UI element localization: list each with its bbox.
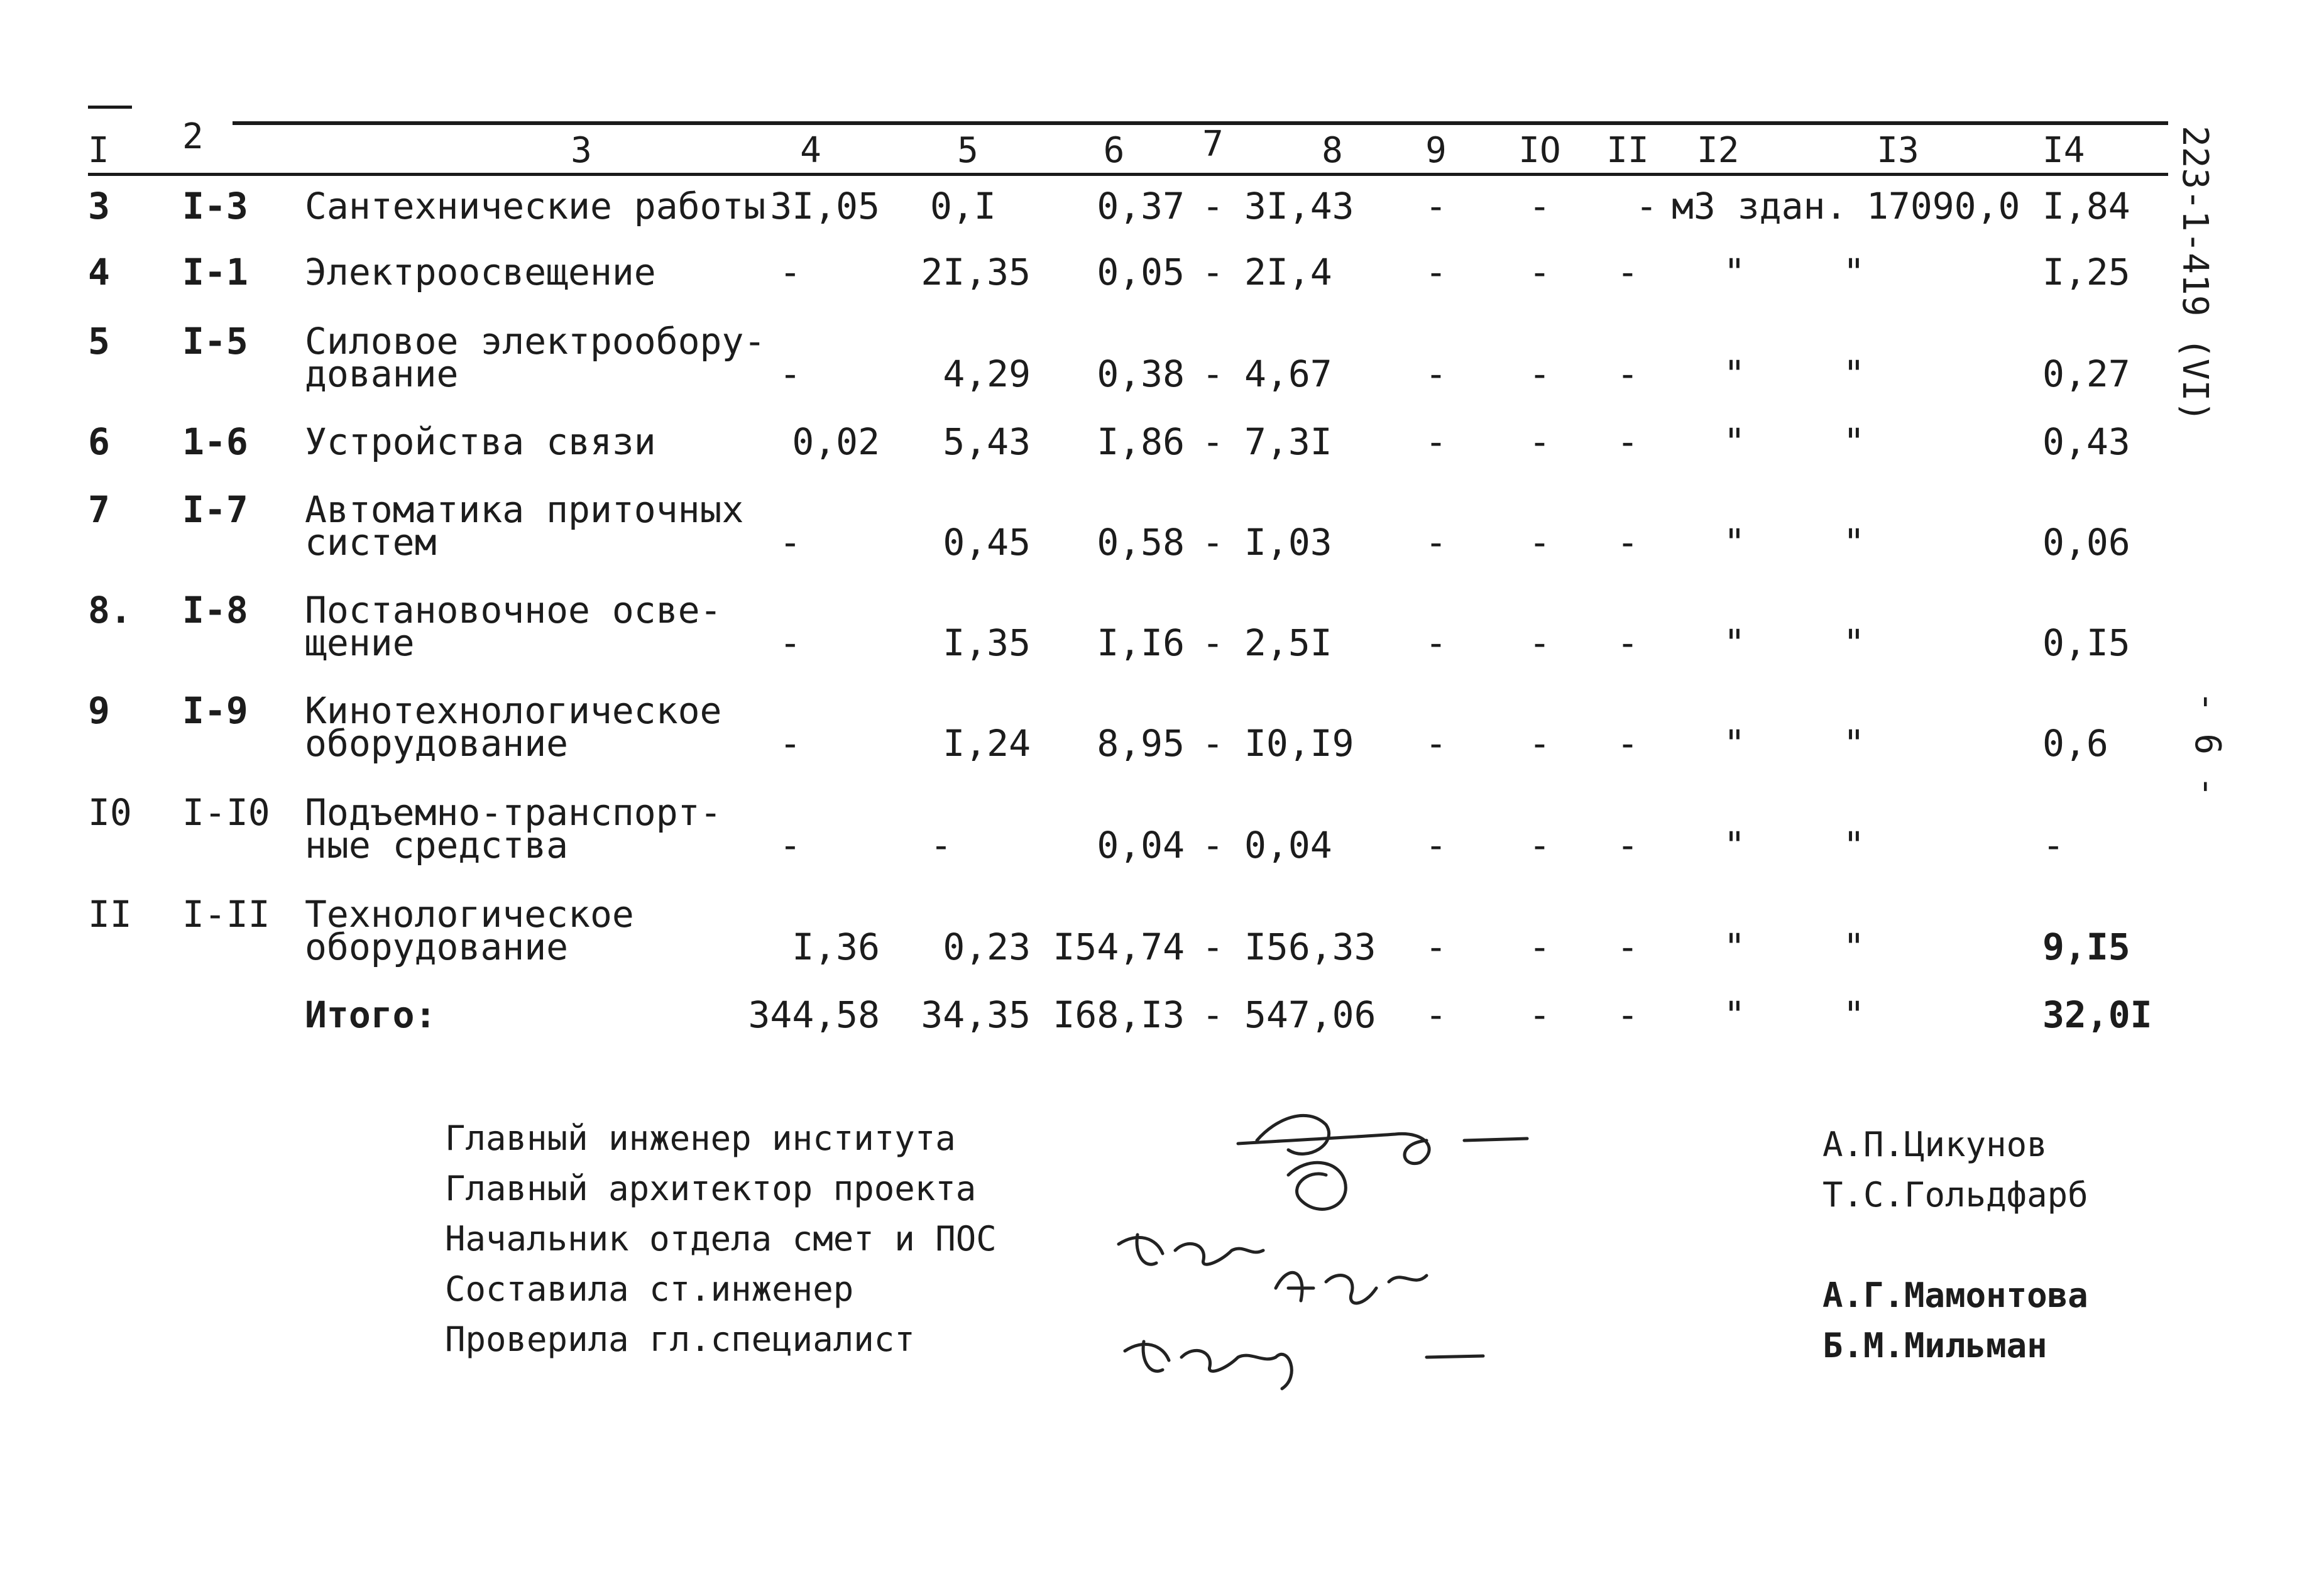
cell-value: - xyxy=(1616,926,1639,968)
cell-value: 0,43 xyxy=(2042,420,2130,463)
cell-value: - xyxy=(1425,722,1447,765)
row-code: I-1 xyxy=(182,251,248,293)
cell-value: - xyxy=(1202,353,1224,395)
signatory-name: А.П.Цикунов xyxy=(1822,1125,2047,1164)
total-label: Итого: xyxy=(305,993,437,1036)
cell-value: - xyxy=(1425,420,1447,463)
cell-value: 2,5I xyxy=(1244,621,1332,664)
cell-value: " xyxy=(1723,521,1746,564)
cell-value: I,24 xyxy=(943,722,1031,765)
row-number: 4 xyxy=(88,251,110,293)
cell-value: 5,43 xyxy=(943,420,1031,463)
cell-value: - xyxy=(1425,251,1447,293)
row-name: Сантехнические работы xyxy=(305,185,766,227)
cell-value: - xyxy=(1528,824,1551,866)
page-number: - 6 - xyxy=(2187,691,2228,797)
signature-role: Главный инженер института xyxy=(445,1118,956,1158)
row-number: 7 xyxy=(88,488,110,531)
cell-value: " xyxy=(1723,251,1746,293)
header-cell: I4 xyxy=(2042,130,2085,171)
signatory-name: А.Г.Мамонтова xyxy=(1822,1276,2088,1315)
cell-value: 0,06 xyxy=(2042,521,2130,564)
top-mark xyxy=(88,106,132,109)
document-code: 223-1-419 (VI) xyxy=(2174,126,2215,423)
cell-value: - xyxy=(1528,926,1551,968)
cell-value: - xyxy=(1425,926,1447,968)
handwritten-signatures xyxy=(1100,1081,1615,1407)
cell-value: - xyxy=(1616,722,1639,765)
row-code: I-8 xyxy=(182,589,248,631)
cell-value: - xyxy=(1202,185,1224,227)
cell-value: - xyxy=(1202,926,1224,968)
signature-role: Проверила гл.специалист xyxy=(445,1320,915,1359)
total-value: I68,I3 xyxy=(1053,993,1185,1036)
cell-value: I,86 xyxy=(1097,420,1185,463)
header-cell: 7 xyxy=(1202,124,1224,165)
row-code: I-7 xyxy=(182,488,248,531)
cell-value: - xyxy=(1425,824,1447,866)
row-name: Устройства связи xyxy=(305,420,656,463)
total-value: " xyxy=(1723,993,1746,1036)
cell-value: " xyxy=(1723,824,1746,866)
signature-role: Начальник отдела смет и ПОС xyxy=(445,1219,997,1259)
total-value: - xyxy=(1425,993,1447,1036)
cell-value: - xyxy=(1425,521,1447,564)
total-value: 547,06 xyxy=(1244,993,1376,1036)
header-cell: 9 xyxy=(1425,130,1447,171)
row-name-cont: ные средства xyxy=(305,824,569,866)
header-cell: 4 xyxy=(800,130,821,171)
cell-value: - xyxy=(1528,185,1551,227)
cell-value: " xyxy=(1723,420,1746,463)
cell-value: " xyxy=(1723,621,1746,664)
total-value: - xyxy=(1616,993,1639,1036)
cell-value: 0,I5 xyxy=(2042,621,2130,664)
header-cell: IO xyxy=(1518,130,1561,171)
total-value: - xyxy=(1528,993,1551,1036)
cell-value: - xyxy=(1616,824,1639,866)
row-name: Автоматика приточных xyxy=(305,488,744,531)
cell-value: - xyxy=(1616,353,1639,395)
cell-value: - xyxy=(1528,521,1551,564)
cell-value: 2I,35 xyxy=(921,251,1031,293)
header-cell: 6 xyxy=(1103,130,1125,171)
cell-value: 2I,4 xyxy=(1244,251,1332,293)
cell-value: - xyxy=(930,824,952,866)
row-name: Электроосвещение xyxy=(305,251,656,293)
estimate-table xyxy=(88,116,2162,1060)
row-number: 3 xyxy=(88,185,110,227)
header-cell: 2 xyxy=(182,116,204,157)
cell-value: - xyxy=(1616,521,1639,564)
row-code: I-3 xyxy=(182,185,248,227)
row-name: Постановочное осве- xyxy=(305,589,722,631)
cell-value: - xyxy=(779,722,801,765)
cell-value: - xyxy=(1202,824,1224,866)
cell-value: - xyxy=(1616,420,1639,463)
cell-value: - xyxy=(1528,722,1551,765)
cell-value: - xyxy=(1528,420,1551,463)
total-value: 34,35 xyxy=(921,993,1031,1036)
cell-value: - xyxy=(1202,521,1224,564)
table-header-row xyxy=(88,116,2162,176)
row-number: 6 xyxy=(88,420,110,463)
header-cell: II xyxy=(1606,130,1649,171)
cell-value: 0,04 xyxy=(1244,824,1332,866)
cell-value: " xyxy=(1723,353,1746,395)
header-cell: I3 xyxy=(1877,130,1919,171)
table-row xyxy=(88,589,2162,693)
cell-value: " xyxy=(1723,926,1746,968)
table-row xyxy=(88,488,2162,593)
row-code: I-5 xyxy=(182,320,248,363)
cell-value: - xyxy=(779,353,801,395)
cell-value: - xyxy=(1635,185,1658,227)
row-name-cont: систем xyxy=(305,521,437,564)
total-value: 32,0I xyxy=(2042,993,2152,1036)
table-row xyxy=(88,893,2162,997)
cell-value: 3I,43 xyxy=(1244,185,1354,227)
cell-value: 0,05 xyxy=(1097,251,1185,293)
row-number: II xyxy=(88,893,132,936)
cell-value: - xyxy=(779,521,801,564)
cell-value: " xyxy=(1843,521,1865,564)
cell-value: 4,29 xyxy=(943,353,1031,395)
row-code: 1-6 xyxy=(182,420,248,463)
cell-value: I,03 xyxy=(1244,521,1332,564)
cell-value: I,I6 xyxy=(1097,621,1185,664)
cell-value: 0,23 xyxy=(943,926,1031,968)
cell-value: I,35 xyxy=(943,621,1031,664)
total-value: 344,58 xyxy=(748,993,880,1036)
cell-value: 8,95 xyxy=(1097,722,1185,765)
row-name-cont: дование xyxy=(305,353,459,395)
cell-value: 7,3I xyxy=(1244,420,1332,463)
cell-value: - xyxy=(779,251,801,293)
table-row xyxy=(88,185,2162,254)
cell-value: - xyxy=(1528,251,1551,293)
cell-value: I0,I9 xyxy=(1244,722,1354,765)
cell-value: " xyxy=(1843,420,1865,463)
cell-value: " xyxy=(1843,621,1865,664)
row-name: Технологическое xyxy=(305,893,634,936)
cell-value: 17090,0 xyxy=(1866,185,2020,227)
cell-value: 0,I xyxy=(930,185,996,227)
table-row xyxy=(88,320,2162,424)
cell-value: 0,45 xyxy=(943,521,1031,564)
header-cell: 3 xyxy=(571,130,592,171)
cell-value: 0,27 xyxy=(2042,353,2130,395)
row-code: I-I0 xyxy=(182,791,270,834)
row-name-cont: щение xyxy=(305,621,415,664)
cell-value: " xyxy=(1843,722,1865,765)
cell-value: - xyxy=(779,621,801,664)
cell-value: - xyxy=(1202,420,1224,463)
cell-value: - xyxy=(1528,353,1551,395)
row-name-cont: оборудование xyxy=(305,926,569,968)
cell-value: I,36 xyxy=(792,926,880,968)
row-number: I0 xyxy=(88,791,132,834)
cell-value: - xyxy=(1528,621,1551,664)
header-cell: 8 xyxy=(1322,130,1343,171)
cell-value: 0,02 xyxy=(792,420,880,463)
cell-value: " xyxy=(1843,926,1865,968)
row-code: I-II xyxy=(182,893,270,936)
signatory-name: Б.М.Мильман xyxy=(1822,1326,2047,1365)
cell-value: I,25 xyxy=(2042,251,2130,293)
table-row xyxy=(88,689,2162,795)
row-number: 8. xyxy=(88,589,132,631)
total-value: - xyxy=(1202,993,1224,1036)
row-name-cont: оборудование xyxy=(305,722,569,765)
cell-value: - xyxy=(2042,824,2064,866)
cell-value: - xyxy=(1202,251,1224,293)
cell-value: " xyxy=(1723,722,1746,765)
cell-value: - xyxy=(1425,621,1447,664)
cell-value: - xyxy=(1202,722,1224,765)
signatory-name: Т.С.Гольдфарб xyxy=(1822,1175,2088,1215)
cell-value: - xyxy=(1425,185,1447,227)
cell-value: " xyxy=(1843,353,1865,395)
row-name: Подъемно-транспорт- xyxy=(305,791,722,834)
row-number: 5 xyxy=(88,320,110,363)
cell-value: - xyxy=(1616,251,1639,293)
header-cell: I2 xyxy=(1697,130,1740,171)
total-value: " xyxy=(1843,993,1865,1036)
cell-value: - xyxy=(779,824,801,866)
cell-value: - xyxy=(1616,621,1639,664)
cell-value: 4,67 xyxy=(1244,353,1332,395)
header-cell: 5 xyxy=(957,130,978,171)
row-name: Силовое электрообору- xyxy=(305,320,766,363)
cell-value: I54,74 xyxy=(1053,926,1185,968)
cell-value: I56,33 xyxy=(1244,926,1376,968)
row-code: I-9 xyxy=(182,689,248,732)
cell-value: 9,I5 xyxy=(2042,926,2130,968)
table-row xyxy=(88,420,2162,492)
total-row xyxy=(88,993,2162,1060)
cell-value: 3I,05 xyxy=(770,185,880,227)
cell-value: 0,58 xyxy=(1097,521,1185,564)
header-cell: I xyxy=(88,130,109,171)
cell-value: 0,38 xyxy=(1097,353,1185,395)
signature-role: Составила ст.инженер xyxy=(445,1269,854,1309)
cell-value: - xyxy=(1202,621,1224,664)
cell-value: " xyxy=(1843,824,1865,866)
row-number: 9 xyxy=(88,689,110,732)
cell-value: 0,37 xyxy=(1097,185,1185,227)
cell-value: - xyxy=(1425,353,1447,395)
table-row xyxy=(88,251,2162,324)
cell-value: м3 здан. xyxy=(1672,185,1848,227)
table-row xyxy=(88,791,2162,897)
signature-role: Главный архитектор проекта xyxy=(445,1169,977,1208)
cell-value: " xyxy=(1843,251,1865,293)
cell-value: 0,6 xyxy=(2042,722,2108,765)
cell-value: 0,04 xyxy=(1097,824,1185,866)
row-name: Кинотехнологическое xyxy=(305,689,722,732)
cell-value: I,84 xyxy=(2042,185,2130,227)
